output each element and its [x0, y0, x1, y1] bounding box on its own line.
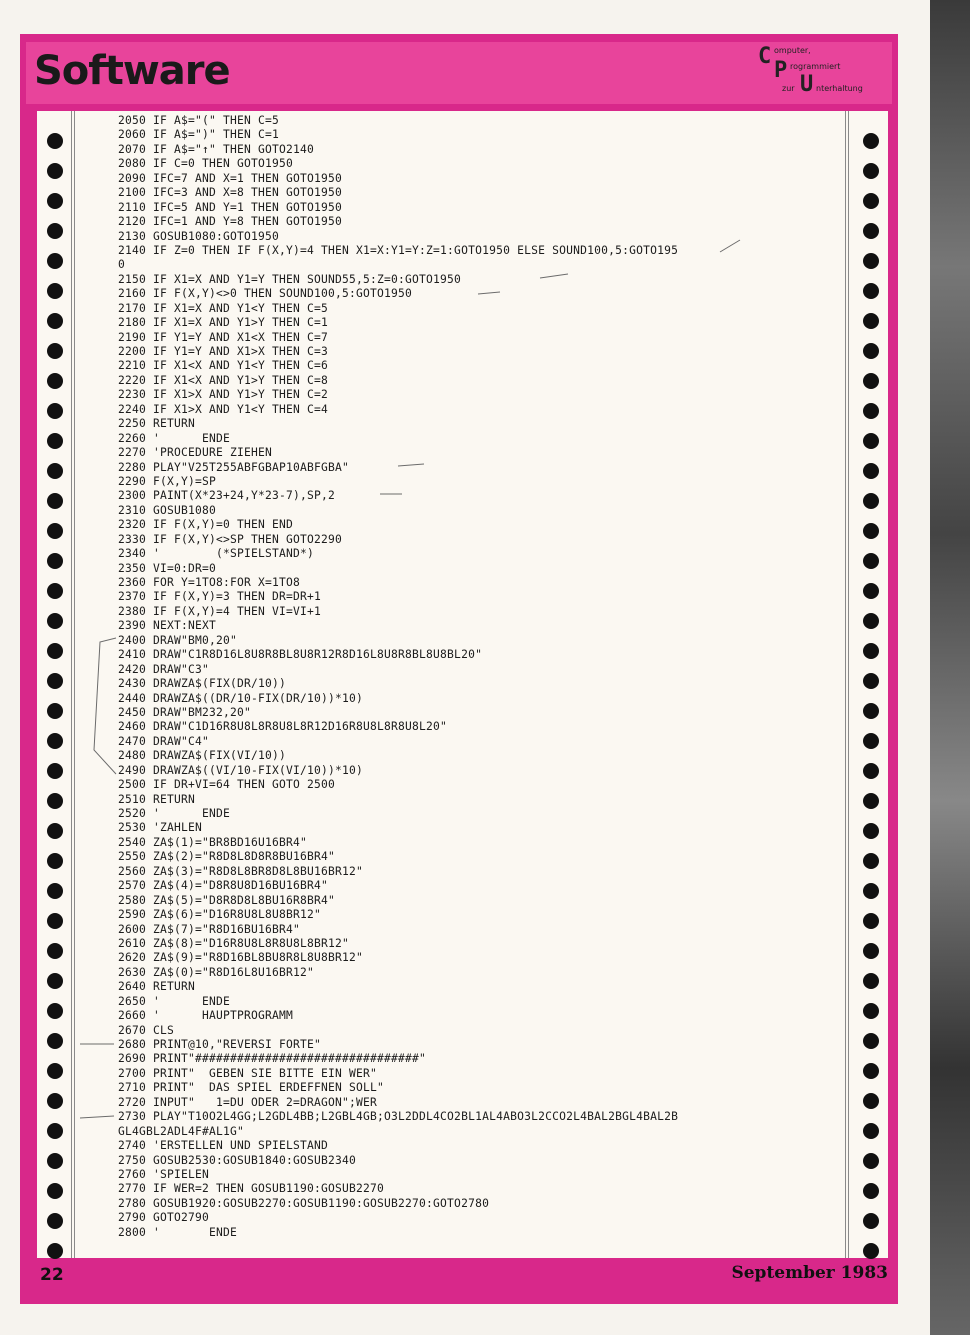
- code-line: 2110 IFC=5 AND Y=1 THEN GOTO1950: [118, 200, 343, 214]
- logo-line-4: nterhaltung: [816, 84, 863, 93]
- code-line: 2700 PRINT" GEBEN SIE BITTE EIN WER": [118, 1066, 378, 1080]
- code-line: 2060 IF A$=")" THEN C=1: [118, 128, 280, 142]
- feed-hole: [47, 973, 63, 989]
- code-line: 2500 IF DR+VI=64 THEN GOTO 2500: [118, 778, 336, 792]
- code-line: 2630 ZA$(0)="R8D16L8U16BR12": [118, 965, 315, 979]
- code-line: 2760 'SPIELEN: [118, 1167, 210, 1181]
- annotation-arrow-3: [478, 292, 500, 294]
- feed-hole: [47, 1183, 63, 1199]
- code-line: 2730 PLAY"T10O2L4GG;L2GDL4BB;L2GBL4GB;O3L2DDL4CO2BL1AL4ABO3L2CCO2L4BAL2BGL4BAL2B: [118, 1110, 679, 1124]
- feed-hole: [47, 553, 63, 569]
- code-line: 2400 DRAW"BM0,20": [118, 633, 238, 647]
- logo-line-1: omputer,: [774, 46, 811, 55]
- feed-hole: [47, 1093, 63, 1109]
- left-perforation-line-2: [74, 111, 75, 1258]
- code-line: 2640 RETURN: [118, 980, 196, 994]
- feed-hole: [47, 883, 63, 899]
- feed-hole: [47, 733, 63, 749]
- code-line: 2600 ZA$(7)="R8D16BU16BR4": [118, 922, 301, 936]
- feed-hole: [47, 493, 63, 509]
- feed-hole: [47, 283, 63, 299]
- pencil-annotations: [80, 230, 880, 1230]
- code-line: 2160 IF F(X,Y)<>0 THEN SOUND100,5:GOTO1950: [118, 287, 413, 301]
- feed-hole: [47, 223, 63, 239]
- code-line: 2740 'ERSTELLEN UND SPIELSTAND: [118, 1139, 329, 1153]
- code-line: 2310 GOSUB1080: [118, 503, 217, 517]
- code-line: 0: [118, 258, 126, 272]
- feed-hole: [47, 163, 63, 179]
- logo-letter-p: P: [774, 58, 788, 83]
- code-line: 2440 DRAWZA$((DR/10-FIX(DR/10))*10): [118, 691, 364, 705]
- code-line: 2710 PRINT" DAS SPIEL ERDEFFNEN SOLL": [118, 1081, 385, 1095]
- logo-letter-u: U: [800, 72, 814, 97]
- code-line: 2300 PAINT(X*23+24,Y*23-7),SP,2: [118, 489, 336, 503]
- feed-hole: [47, 1153, 63, 1169]
- code-line: 2270 'PROCEDURE ZIEHEN: [118, 446, 273, 460]
- feed-hole: [47, 583, 63, 599]
- code-line: 2690 PRINT"################################": [118, 1052, 427, 1066]
- code-line: 2720 INPUT" 1=DU ODER 2=DRAGON";WER: [118, 1095, 378, 1109]
- feed-hole: [863, 163, 879, 179]
- feed-hole: [47, 1213, 63, 1229]
- code-line: 2170 IF X1=X AND Y1<Y THEN C=5: [118, 301, 329, 315]
- code-line: 2290 F(X,Y)=SP: [118, 474, 217, 488]
- feed-hole: [47, 433, 63, 449]
- code-line: 2340 ' (*SPIELSTAND*): [118, 547, 315, 561]
- code-line: 2210 IF X1<X AND Y1<Y THEN C=6: [118, 359, 329, 373]
- feed-hole: [47, 313, 63, 329]
- feed-hole: [47, 463, 63, 479]
- code-line: 2390 NEXT:NEXT: [118, 619, 217, 633]
- code-line: 2560 ZA$(3)="R8D8L8BR8D8L8BU16BR12": [118, 864, 364, 878]
- code-line: 2490 DRAWZA$((VI/10-FIX(VI/10))*10): [118, 763, 364, 777]
- code-line: 2150 IF X1=X AND Y1=Y THEN SOUND55,5:Z=0:GOTO1950: [118, 272, 462, 286]
- code-line: 2420 DRAW"C3": [118, 662, 210, 676]
- code-line: 2750 GOSUB2530:GOSUB1840:GOSUB2340: [118, 1153, 357, 1167]
- logo-line-3: zur: [782, 84, 795, 93]
- code-line: 2540 ZA$(1)="BR8BD16U16BR4": [118, 835, 308, 849]
- feed-hole: [47, 943, 63, 959]
- feed-hole: [47, 913, 63, 929]
- feed-hole: [47, 763, 63, 779]
- code-line: 2370 IF F(X,Y)=3 THEN DR=DR+1: [118, 590, 322, 604]
- code-line: 2580 ZA$(5)="D8R8D8L8BU16R8BR4": [118, 893, 336, 907]
- code-line: 2520 ' ENDE: [118, 807, 231, 820]
- code-line: 2610 ZA$(8)="D16R8U8L8R8U8L8BR12": [118, 936, 350, 950]
- code-line: 2470 DRAW"C4": [118, 734, 210, 748]
- feed-hole: [47, 523, 63, 539]
- feed-hole: [47, 253, 63, 269]
- code-line: 2790 GOTO2790: [118, 1211, 210, 1225]
- feed-hole: [47, 823, 63, 839]
- feed-hole: [47, 373, 63, 389]
- code-line: 2770 IF WER=2 THEN GOSUB1190:GOSUB2270: [118, 1182, 385, 1196]
- feed-hole: [47, 1063, 63, 1079]
- code-line: 2460 DRAW"C1D16R8U8L8R8U8L8R12D16R8U8L8R8U8L20": [118, 720, 448, 734]
- feed-hole: [863, 1243, 879, 1259]
- logo-line-2: rogrammiert: [790, 62, 841, 71]
- annotation-arrow-2: [540, 274, 568, 278]
- annotation-arrow-7: [80, 1116, 114, 1118]
- code-line: 2130 GOSUB1080:GOTO1950: [118, 229, 280, 243]
- feed-hole: [47, 1243, 63, 1259]
- code-line: 2080 IF C=0 THEN GOTO1950: [118, 157, 294, 171]
- code-line: 2140 IF Z=0 THEN IF F(X,Y)=4 THEN X1=X:Y1=Y:Z=1:GOTO1950 ELSE SOUND100,5:GOTO195: [118, 243, 679, 257]
- annotation-arrow-1: [720, 240, 740, 252]
- code-line: 2350 VI=0:DR=0: [118, 561, 217, 575]
- left-feed-holes: [41, 111, 71, 1258]
- code-line: GL4GBL2ADL4F#AL1G": [118, 1124, 245, 1138]
- code-line: 2220 IF X1<X AND Y1>Y THEN C=8: [118, 373, 329, 387]
- feed-hole: [47, 1033, 63, 1049]
- code-line: 2550 ZA$(2)="R8D8L8D8R8BU16BR4": [118, 850, 336, 864]
- code-line: 2070 IF A$="↑" THEN GOTO2140: [118, 142, 315, 156]
- code-line: 2510 RETURN: [118, 792, 196, 806]
- code-line: 2090 IFC=7 AND X=1 THEN GOTO1950: [118, 171, 343, 185]
- feed-hole: [47, 403, 63, 419]
- logo-letter-c: C: [758, 44, 772, 69]
- feed-hole: [47, 793, 63, 809]
- code-line: 2320 IF F(X,Y)=0 THEN END: [118, 518, 294, 532]
- code-line: 2570 ZA$(4)="D8R8U8D16BU16BR4": [118, 879, 329, 893]
- code-line: 2680 PRINT@10,"REVERSI FORTE": [118, 1038, 322, 1051]
- code-line: 2240 IF X1>X AND Y1<Y THEN C=4: [118, 402, 329, 416]
- code-line: 2620 ZA$(9)="R8D16BL8BU8R8L8U8BR12": [118, 951, 364, 965]
- code-line: 2450 DRAW"BM232,20": [118, 705, 252, 719]
- code-line: 2050 IF A$="(" THEN C=5: [118, 114, 280, 127]
- code-line: 2330 IF F(X,Y)<>SP THEN GOTO2290: [118, 532, 343, 546]
- feed-hole: [47, 643, 63, 659]
- feed-hole: [47, 673, 63, 689]
- code-line: 2230 IF X1>X AND Y1>Y THEN C=2: [118, 388, 329, 402]
- feed-hole: [47, 613, 63, 629]
- cpu-logo: [756, 44, 884, 100]
- code-line: 2660 ' HAUPTPROGRAMM: [118, 1009, 294, 1023]
- code-line: 2360 FOR Y=1TO8:FOR X=1TO8: [118, 576, 301, 589]
- code-line: 2380 IF F(X,Y)=4 THEN VI=VI+1: [118, 604, 322, 618]
- code-line: 2480 DRAWZA$(FIX(VI/10)): [118, 749, 287, 763]
- code-line: 2590 ZA$(6)="D16R8U8L8U8BR12": [118, 908, 322, 922]
- feed-hole: [863, 193, 879, 209]
- code-line: 2800 ' ENDE: [118, 1225, 238, 1239]
- code-line: 2780 GOSUB1920:GOSUB2270:GOSUB1190:GOSUB2270:GOTO2780: [118, 1196, 490, 1210]
- code-line: 2670 CLS: [118, 1023, 175, 1037]
- annotation-bracket: [94, 638, 116, 774]
- code-line: 2100 IFC=3 AND X=8 THEN GOTO1950: [118, 186, 343, 200]
- feed-hole: [47, 343, 63, 359]
- code-line: 2190 IF Y1=Y AND X1<X THEN C=7: [118, 330, 329, 344]
- feed-hole: [47, 193, 63, 209]
- code-line: 2430 DRAWZA$(FIX(DR/10)): [118, 677, 287, 691]
- feed-hole: [47, 1003, 63, 1019]
- code-line: 2200 IF Y1=Y AND X1>X THEN C=3: [118, 345, 329, 358]
- code-line: 2280 PLAY"V25T255ABFGBAP10ABFGBA": [118, 460, 350, 474]
- feed-hole: [47, 703, 63, 719]
- code-line: 2250 RETURN: [118, 417, 196, 431]
- feed-hole: [47, 1123, 63, 1139]
- feed-hole: [47, 853, 63, 869]
- code-line: 2530 'ZAHLEN: [118, 821, 203, 835]
- feed-hole: [863, 133, 879, 149]
- code-line: 2260 ' ENDE: [118, 431, 231, 445]
- page-number: 22: [40, 1265, 64, 1285]
- issue-date: September 1983: [731, 1263, 888, 1283]
- section-title: Software: [34, 48, 230, 94]
- code-line: 2410 DRAW"C1R8D16L8U8R8BL8U8R12R8D16L8U8R8BL8U8BL20": [118, 648, 483, 662]
- adjacent-page-edge: [930, 0, 970, 1335]
- left-perforation-line: [71, 111, 72, 1258]
- code-line: 2180 IF X1=X AND Y1>Y THEN C=1: [118, 316, 329, 330]
- code-line: 2650 ' ENDE: [118, 994, 231, 1008]
- feed-hole: [47, 133, 63, 149]
- code-line: 2120 IFC=1 AND Y=8 THEN GOTO1950: [118, 215, 343, 229]
- annotation-arrow-4: [398, 464, 424, 466]
